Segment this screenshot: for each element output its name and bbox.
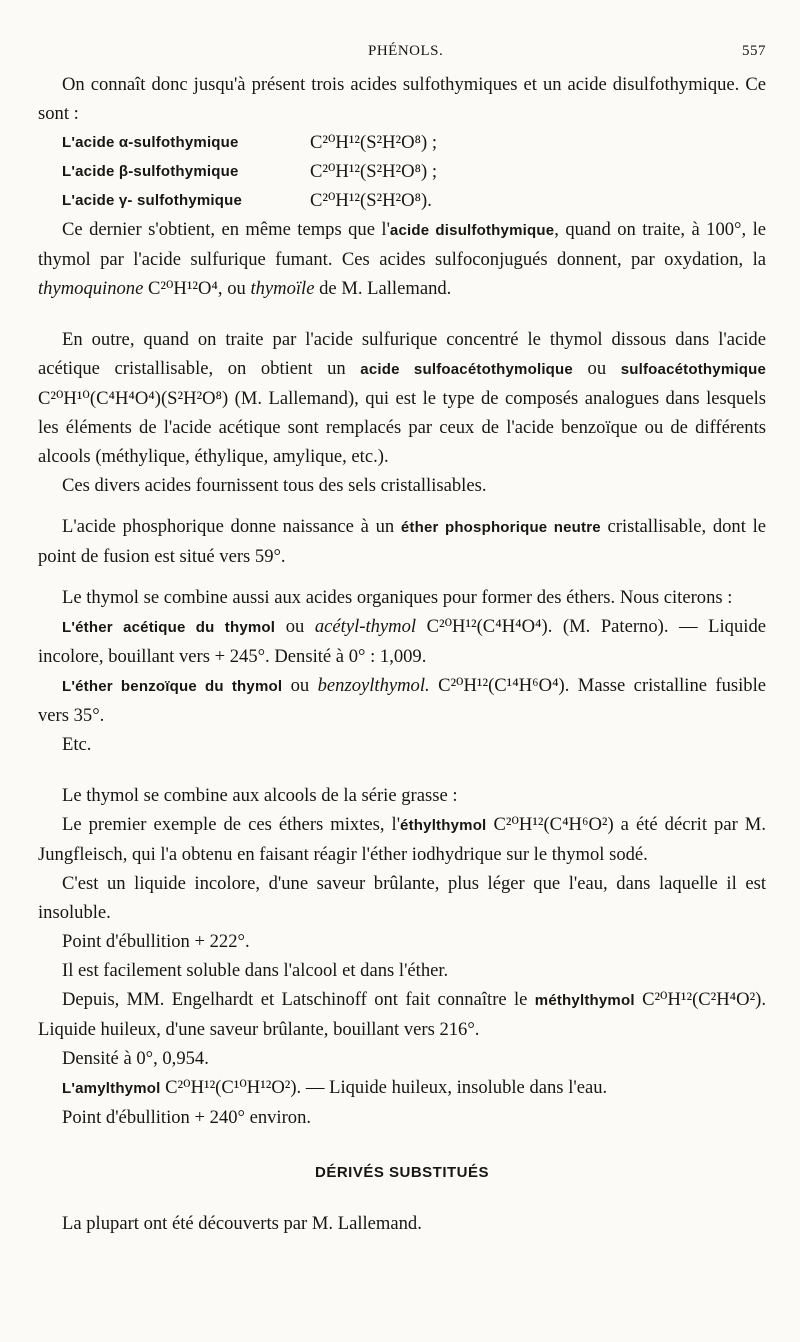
compound-name: L'acide γ- sulfothymique (62, 192, 243, 209)
paragraph-etc: Etc. (62, 734, 92, 755)
paragraph-alcools: Le thymol se combine aux alcools de la série grasse : (62, 785, 458, 806)
compound-name: L'acide α-sulfothymique (62, 134, 239, 151)
paragraph-ethers: Le thymol se combine aussi aux acides organiques pour former des éthers. Nous citerons : (62, 587, 733, 608)
paragraph-disulfo: Ce dernier s'obtient, en même temps que l'acide disulfothymique, quand on traite, à 100°, le thymol par l'acide sulfurique fumant. Ces acides sulfoconjugués donnent, par oxydation, la thymoquinone C²⁰H¹²O⁴, ou thymoïle de M. Lallemand. (38, 219, 766, 299)
paragraph-sulfoaceto: En outre, quand on traite par l'acide sulfurique concentré le thymol dissous dans l'acide acétique cristallisable, on obtient un acide sulfoacétothymolique ou sulfoacétothymique C²⁰H¹⁰(C⁴H⁴O⁴)(S²H²O⁸) (M. Lallemand), qui est le type de composés analogues dans lesquels les éléments de l'acide acétique sont remplacés par ceux de l'acide benzoïque ou de différents alcools (méthylique, éthylique, amylique, etc.). (38, 329, 766, 467)
section-title: DÉRIVÉS SUBSTITUÉS (314, 1164, 490, 1181)
compound-name: L'acide β-sulfothymique (62, 163, 239, 180)
paragraph-densite: Densité à 0°, 0,954. (62, 1048, 209, 1069)
paragraph-methylthymol: Depuis, MM. Engelhardt et Latschinoff ont fait connaître le méthylthymol C²⁰H¹²(C²H⁴O²). Liquide huileux, d'une saveur brûlante, bouillant vers 216°. (38, 989, 766, 1040)
formula-alpha (38, 128, 766, 157)
paragraph-ebullition-222: Point d'ébullition + 222°. (62, 931, 250, 952)
paragraph-acetyl: L'éther acétique du thymol ou acétyl-thymol C²⁰H¹²(C⁴H⁴O⁴). (M. Paterno). — Liquide incolore, bouillant vers + 245°. Densité à 0° : 1,009. (38, 616, 766, 667)
formula-gamma (38, 186, 766, 215)
body-text (38, 70, 766, 1238)
paragraph-amylthymol: L'amylthymol C²⁰H¹²(C¹⁰H¹²O²). — Liquide huileux, insoluble dans l'eau. (62, 1077, 608, 1098)
paragraph-ethylthymol: Le premier exemple de ces éthers mixtes, l'éthylthymol C²⁰H¹²(C⁴H⁶O²) a été décrit par M. Jungfleisch, qui l'a obtenu en faisant réagir l'éther iodhydrique sur le thymol sodé. (38, 814, 766, 865)
formula: C²⁰H¹²(S²H²O⁸). (310, 190, 432, 211)
paragraph-benzoyl: L'éther benzoïque du thymol ou benzoylthymol. C²⁰H¹²(C¹⁴H⁶O⁴). Masse cristalline fusible vers 35°. (38, 675, 766, 726)
paragraph-intro: On connaît donc jusqu'à présent trois acides sulfothymiques et un acide disulfothymique. Ce sont : (38, 74, 766, 124)
paragraph-soluble: Il est facilement soluble dans l'alcool et dans l'éther. (62, 960, 449, 981)
paragraph-phosphorique: L'acide phosphorique donne naissance à un éther phosphorique neutre cristallisable, dont le point de fusion est situé vers 59°. (38, 516, 766, 567)
header-title: PHÉNOLS. (368, 43, 444, 59)
paragraph-sels: Ces divers acides fournissent tous des sels cristallisables. (62, 475, 487, 496)
running-header (38, 43, 766, 65)
formula: C²⁰H¹²(S²H²O⁸) ; (310, 132, 438, 153)
page-number: 557 (742, 43, 766, 59)
paragraph-final: La plupart ont été découverts par M. Lallemand. (62, 1213, 422, 1234)
paragraph-ebullition-240: Point d'ébullition + 240° environ. (62, 1107, 312, 1128)
paragraph-liquide: C'est un liquide incolore, d'une saveur brûlante, plus léger que l'eau, dans laquelle il est insoluble. (38, 873, 766, 923)
formula: C²⁰H¹²(S²H²O⁸) ; (310, 161, 438, 182)
formula-beta (38, 157, 766, 186)
